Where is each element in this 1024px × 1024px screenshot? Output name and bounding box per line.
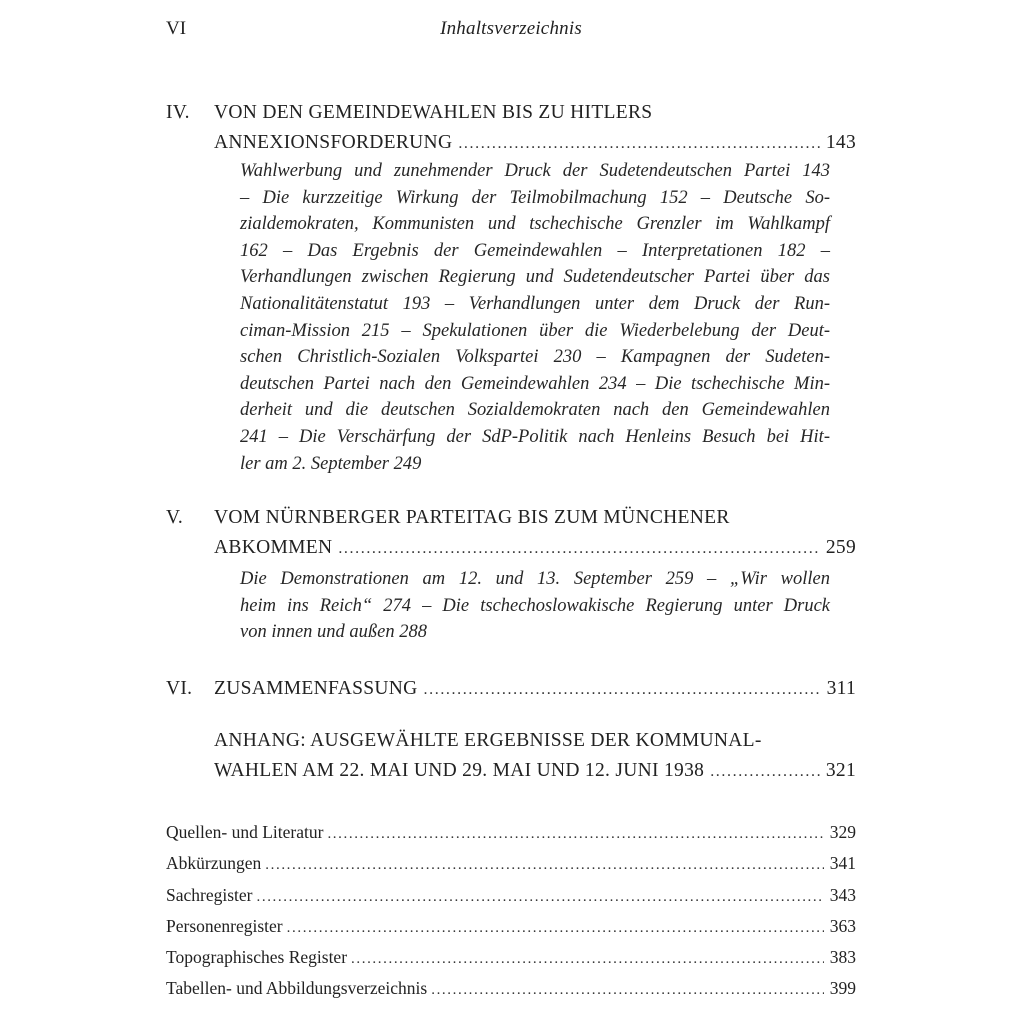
- appendix-heading-line: [214, 756, 856, 786]
- page-reference: 143: [825, 132, 856, 153]
- chapter-heading-line: [166, 674, 856, 704]
- page-reference: 343: [829, 884, 856, 905]
- summary-line: Nationalitätenstatut 193 – Verhandlungen unter dem Druck der Run-: [240, 293, 830, 314]
- appendix-heading-line: [214, 726, 856, 756]
- dot-leader: [327, 820, 823, 848]
- page-reference: 329: [829, 822, 856, 842]
- chapter-number: IV.: [166, 102, 190, 123]
- toc-appendix: [214, 726, 856, 786]
- chapter-title: ZUSAMMENFASSUNG: [214, 678, 418, 699]
- summary-line: 241 – Die Verschärfung der SdP-Politik nach Henleins Besuch bei Hit-: [240, 426, 830, 447]
- summary-line: Wahlwerbung und zunehmender Druck der Sudetendeutschen Partei 143: [240, 161, 830, 181]
- chapter-heading-line: [166, 503, 856, 533]
- page-reference: 259: [825, 537, 856, 558]
- summary-line: zialdemokraten, Kommunisten und tschechische Grenzler im Wahlkampf: [240, 214, 830, 235]
- dot-leader: [351, 945, 824, 973]
- summary-line: derheit und die deutschen Sozialdemokraten nach den Gemeindewahlen: [240, 400, 830, 421]
- summary-line: – Die kurzzeitige Wirkung der Teilmobilmachung 152 – Deutsche So-: [240, 187, 830, 208]
- running-title: Inhaltsverzeichnis: [440, 18, 582, 39]
- running-head: [166, 18, 856, 42]
- toc-chapter-v: [166, 503, 856, 563]
- chapter-title: VON DEN GEMEINDEWAHLEN BIS ZU HITLERS: [214, 102, 653, 123]
- toc-entry-line: [214, 128, 856, 158]
- page-reference: 321: [825, 760, 856, 781]
- toc-entry: [166, 943, 856, 974]
- toc-entry: [166, 974, 856, 1005]
- summary-line: 162 – Das Ergebnis der Gemeindewahlen – Interpretationen 182 –: [240, 240, 830, 261]
- chapter-summary: [240, 158, 830, 477]
- dot-leader: [431, 976, 824, 1004]
- page-number: VI: [166, 18, 187, 39]
- dot-leader: [458, 129, 820, 159]
- chapter-summary: [240, 566, 830, 646]
- chapter-number: VI.: [166, 678, 193, 699]
- toc-entry-line: [214, 756, 856, 786]
- chapter-title: VOM NÜRNBERGER PARTEITAG BIS ZUM MÜNCHENER: [214, 507, 730, 528]
- appendix-title: ANHANG: AUSGEWÄHLTE ERGEBNISSE DER KOMMUNAL-: [214, 730, 762, 751]
- entry-label: Tabellen- und Abbildungsverzeichnis: [166, 978, 428, 999]
- chapter-title: ANNEXIONSFORDERUNG: [214, 132, 453, 153]
- toc-entry: [166, 881, 856, 912]
- dot-leader: [257, 883, 824, 911]
- summary-line: ciman-Mission 215 – Spekulationen über die Wiederbelebung der Deut-: [240, 320, 830, 341]
- summary-line: deutschen Partei nach den Gemeindewahlen 234 – Die tschechische Min-: [240, 373, 830, 394]
- appendix-title: WAHLEN AM 22. MAI UND 29. MAI UND 12. JUNI 1938: [214, 760, 705, 781]
- chapter-heading-line: [166, 128, 856, 158]
- entry-label: Quellen- und Literatur: [166, 822, 324, 842]
- page-reference: 311: [826, 678, 856, 699]
- toc-entry: [166, 849, 856, 880]
- toc-entry-line: [214, 674, 856, 704]
- summary-line: schen Christlich-Sozialen Volkspartei 230 – Kampagnen der Sudeten-: [240, 347, 830, 368]
- page-reference: 363: [829, 915, 856, 936]
- chapter-heading-line: [166, 98, 856, 128]
- toc-entry-line: [214, 533, 856, 563]
- chapter-number: V.: [166, 507, 184, 528]
- toc-back-matter: [166, 818, 856, 1006]
- entry-label: Sachregister: [166, 884, 253, 905]
- page-reference: 399: [829, 978, 856, 999]
- summary-line: ler am 2. September 249: [240, 453, 422, 474]
- summary-line: von innen und außen 288: [240, 622, 428, 643]
- entry-label: Topographisches Register: [166, 947, 348, 968]
- page-reference: 383: [829, 947, 856, 968]
- toc-chapter-vi: [166, 674, 856, 704]
- chapter-title: ABKOMMEN: [214, 537, 333, 558]
- summary-line: Die Demonstrationen am 12. und 13. September 259 – „Wir wollen: [240, 569, 830, 589]
- entry-label: Personenregister: [166, 915, 283, 936]
- chapter-heading-line: [166, 533, 856, 563]
- dot-leader: [424, 675, 821, 705]
- toc-entry: [166, 912, 856, 943]
- toc-chapter-iv: [166, 98, 856, 158]
- summary-line: heim ins Reich“ 274 – Die tschechoslowakische Regierung unter Druck: [240, 595, 830, 616]
- summary-line: Verhandlungen zwischen Regierung und Sudetendeutscher Partei über das: [240, 267, 830, 288]
- page-reference: 341: [829, 853, 856, 874]
- toc-entry: [166, 818, 856, 849]
- dot-leader: [338, 534, 820, 564]
- dot-leader: [265, 851, 823, 879]
- dot-leader: [710, 757, 820, 787]
- entry-label: Abkürzungen: [166, 853, 262, 874]
- dot-leader: [287, 914, 824, 942]
